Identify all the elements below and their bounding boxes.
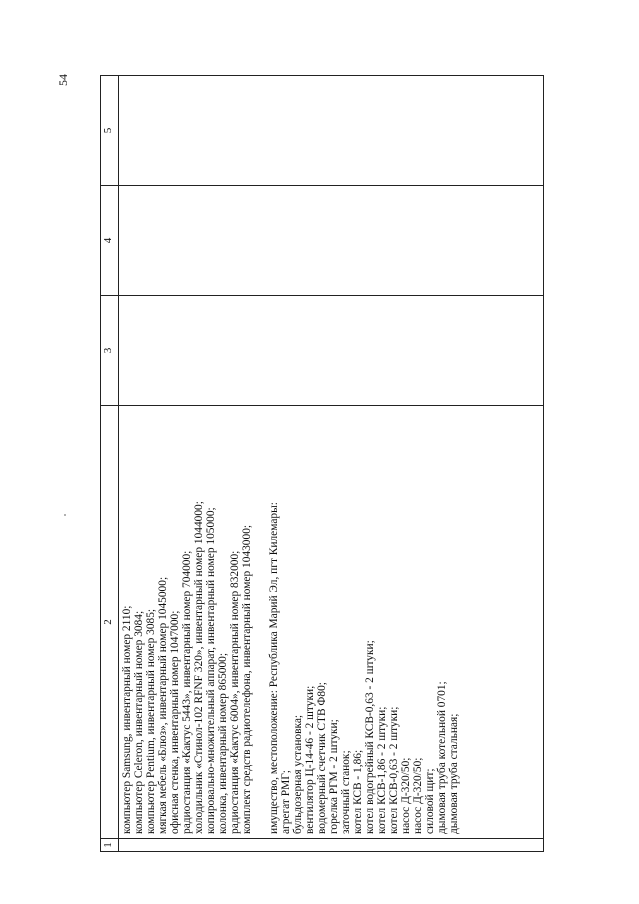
list-item: копировально-множительный аппарат, инвентарный номер 105000; bbox=[205, 507, 217, 834]
list-item: колонка, инвентарный номер 865000; bbox=[217, 652, 229, 834]
list-item: насос Д-320/50; bbox=[412, 757, 424, 834]
cell-col-5 bbox=[119, 76, 544, 186]
list-item: компьютер Celeron, инвентарный номер 3084; bbox=[133, 610, 145, 834]
list-item: дымовая труба стальная; bbox=[448, 713, 460, 834]
block-spacer bbox=[253, 410, 268, 834]
list-item: насос Д-320/50; bbox=[400, 757, 412, 834]
list-item: котел КСВ - 1,86; bbox=[352, 749, 364, 834]
cell-col-4 bbox=[119, 186, 544, 296]
list-item: горелка РГМ - 2 штуки; bbox=[328, 719, 340, 834]
list-item: агрегат РМГ; bbox=[280, 770, 292, 834]
inventory-table bbox=[100, 75, 544, 852]
list-item: мягкая мебель «Блюз», инвентарный номер 1045000; bbox=[157, 576, 169, 834]
table-header-row bbox=[101, 76, 119, 852]
list-item: компьютер Pentium, инвентарный номер 3085; bbox=[145, 608, 157, 834]
list-item: дымовая труба котельной 0701; bbox=[436, 681, 448, 834]
list-item: радиостанция «Кактус 6004», инвентарный номер 832000; bbox=[229, 550, 241, 834]
cell-col-3 bbox=[119, 296, 544, 406]
list-item: радиостанция «Кактус 5443», инвентарный номер 704000; bbox=[181, 550, 193, 834]
header-col-1: 1 bbox=[101, 839, 119, 852]
list-item: котел КСВ-0,63 - 2 штуки; bbox=[388, 706, 400, 834]
list-item: котел КСВ-1,86 - 2 штуки; bbox=[376, 706, 388, 834]
header-col-5: 5 bbox=[101, 76, 119, 186]
list-item: заточный станок; bbox=[340, 750, 352, 834]
cell-col-1 bbox=[119, 839, 544, 852]
list-item: комплект средств радиотелефона, инвентарный номер 1043000; bbox=[241, 524, 253, 834]
list-item: силовой щит; bbox=[424, 768, 436, 834]
list-item: бульдозерная установка; bbox=[292, 714, 304, 834]
header-col-4: 4 bbox=[101, 186, 119, 296]
list-item: вентилятор Ц-14-46 - 2 штуки; bbox=[304, 685, 316, 834]
list-item: котел водогрейный КСВ-0,63 - 2 штуки; bbox=[364, 640, 376, 834]
list-item: компьютер Samsung, инвентарный номер 2110; bbox=[121, 605, 133, 834]
list-item: офисная стенка, инвентарный номер 1047000; bbox=[169, 610, 181, 834]
rotated-table-wrapper bbox=[100, 76, 540, 852]
list-item: имущество, местоположение: Республика Марий Эл, пгт Килемары: bbox=[268, 502, 280, 834]
table-content-row bbox=[119, 76, 544, 852]
property-list-block-2 bbox=[268, 410, 460, 834]
scan-speck bbox=[64, 514, 66, 516]
property-list-block-1 bbox=[121, 410, 253, 834]
page-number: 54 bbox=[56, 74, 70, 86]
list-item: водомерный счетчик СТВ Ф80; bbox=[316, 682, 328, 834]
header-col-2: 2 bbox=[101, 406, 119, 839]
cell-col-2 bbox=[119, 406, 544, 839]
list-item: холодильник «Стинол-102 RFNF 320», инвентарный номер 1044000; bbox=[193, 501, 205, 834]
header-col-3: 3 bbox=[101, 296, 119, 406]
